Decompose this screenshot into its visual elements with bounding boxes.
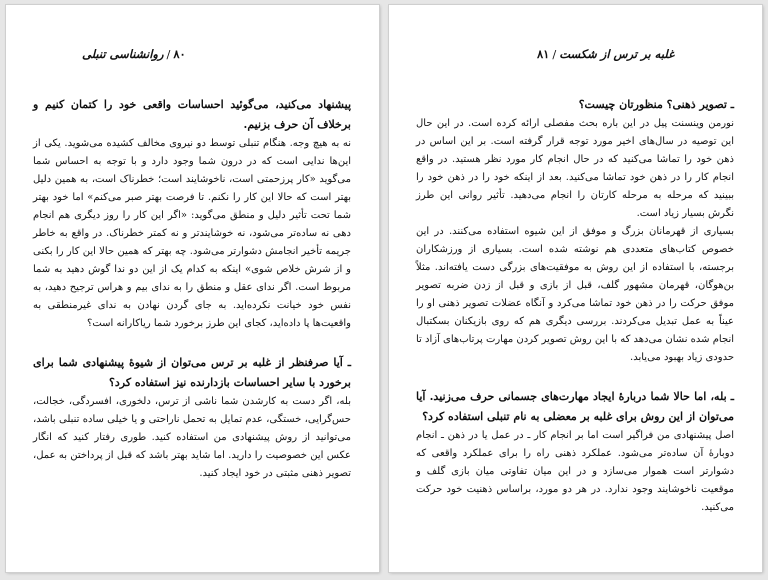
- left-header-separator: /: [166, 47, 171, 61]
- question-paragraph: ـ آیا صرفنظر از غلبه بر ترس می‌توان از شیوهٔ پیشنهادی شما برای برخورد با سایر احساسات بازدارنده نیز استفاده کرد؟: [33, 356, 351, 389]
- answer-paragraph: اصل پیشنهادی من فراگیر است اما بر انجام کار ـ در عمل یا در ذهن ـ انجام دوبارهٔ آن ساده‌تر می‌شود. عملکرد ذهنی راه را برای عملکرد واقعی که دشوارتر است هموار می‌سازد و در این میان تفاوتی میان بازی گلف و موقعیت ناخوشایند وجود ندارد. در هر دو مورد، براساس ذهنیت خود حرکت می‌کنید.: [416, 430, 734, 513]
- right-page-header: [537, 47, 674, 65]
- answer-paragraph: نورمن وینسنت پیل در این باره بحث مفصلی ارائه کرده است. در این حال این توصیه در سال‌های اخیر مورد توجه قرار گرفته است. بر این اساس در ذهن خود را تماشا می‌کنید که در حال انجام کار مورد نظر هستید. در واقع انجام کار را در ذهن خود تماشا می‌کنید. بعد از اینکه خود را در ذهن خود را ببینید که مرحله به مرحله کارتان را انجام می‌دهید. تأثیر روانی این طرز نگرش بسیار زیاد است.: [416, 118, 734, 219]
- answer-paragraph: نه به هیچ وجه. هنگام تنبلی توسط دو نیروی مخالف کشیده می‌شوید. یکی از این‌ها ندایی است که در درون شما وجود دارد و با توجه به احساس شما می‌گوید «کار پرزحمتی است، ناخوشایند است؛ خطرناک است، به همین دلیل بهتر است که حالا این کار را نکنم. تا فرصت بهتر صبر می‌کنم» اما خود بهتر شما تحت تأثیر دلیل و منطق می‌گوید: «اگر این کار را روز دیگری هم انجام دهی نه ساده‌تر می‌شود، نه خوشایندتر و نه کمتر خطرناک. در واقع به خاطر جریمه تأخیر انجامش دشوارتر می‌شود. چه بهتر که همین حالا این کار را بکنی و از شرش خلاص شوی» اینکه به کدام یک از این دو ندا گوش دهید به شما مربوط است. اگر ندای عقل و منطق را به ندای بیم و هراس ترجیح دهید، به نفس خود خیانت نکرده‌اید. به جای گردن نهادن به ندای غیرمنطقی به واقعیت‌ها پا داده‌اید، کجای این طرز برخورد شما ریاکارانه است؟: [33, 138, 351, 329]
- right-page: [389, 5, 762, 572]
- right-page-body: [416, 95, 734, 517]
- right-page-number: ۸۱: [537, 47, 550, 61]
- left-page-header: [82, 47, 186, 65]
- question-paragraph: ـ تصویر ذهنی؟ منظورتان چیست؟: [578, 98, 734, 111]
- right-running-head: غلبه بر ترس از شکست: [559, 47, 675, 61]
- left-page: [6, 5, 379, 572]
- right-header-separator: /: [552, 47, 557, 61]
- answer-paragraph: بله، اگر دست به کارشدن شما ناشی از ترس، دلخوری، افسردگی، خجالت، حس‌گرایی، خستگی، عدم تمایل به تحمل ناراحتی و یا خیلی ساده تنبلی باشد، می‌توانید از روش پیشنهادی من استفاده کنید. طوری رفتار کنید که انگار عکس این خصوصیت را دارید. اما شاید بهتر باشد که قبل از پرداختن به عمل، تصویر ذهنی مثبتی در خود ایجاد کنید.: [33, 396, 351, 479]
- left-page-body: [33, 95, 351, 483]
- left-page-number: ۸۰: [173, 47, 186, 61]
- answer-paragraph: بسیاری از قهرمانان بزرگ و موفق از این شیوه استفاده می‌کنند. در این خصوص کتاب‌های متعددی هم نوشته شده است. بسیاری از ورزشکاران برجسته، با استفاده از این روش به موفقیت‌های بزرگی دست یافته‌اند. مثلاً بن‌هوگان، قهرمان مشهور گلف، قبل از بازی و قبل از زدن ضربه تصویر موفق حرکت را در ذهن خود تماشا می‌کرد و آنگاه عضلات تصویر ذهنی او را عیناً به عمل تبدیل می‌کردند. بررسی دیگری هم که روی بازیکنان بسکتبال انجام شده نشان می‌دهد که با این روش تصویر کردن مهارت پرتاب‌های آزاد تا حدودی زیاد بهبود می‌یابد.: [416, 226, 734, 363]
- left-running-head: روانشناسی تنبلی: [82, 47, 164, 61]
- question-paragraph: پیشنهاد می‌کنید، می‌گوئید احساسات واقعی خود را کتمان کنیم و برخلاف آن حرف بزنیم.: [33, 98, 351, 131]
- question-paragraph: ـ بله، اما حالا شما دربارهٔ ایجاد مهارت‌های جسمانی حرف می‌زنید. آیا می‌توان از این روش برای غلبه بر معضلی به نام تنبلی استفاده کرد؟: [416, 390, 734, 423]
